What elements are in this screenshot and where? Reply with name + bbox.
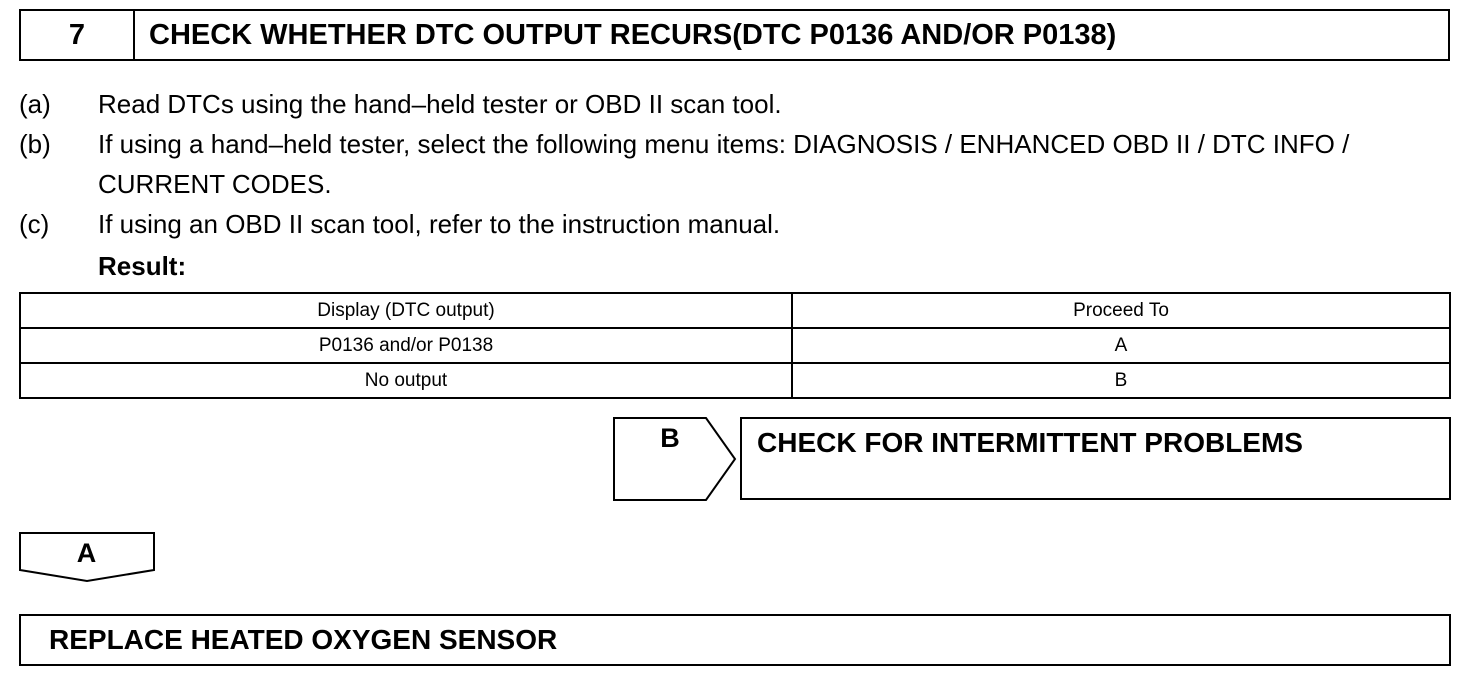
table-header-cell: Display (DTC output) (20, 293, 792, 328)
instruction-list (19, 84, 1459, 244)
branch-a-letter: A (76, 538, 97, 568)
step-number: 7 (21, 11, 135, 59)
table-row (20, 363, 1450, 398)
result-label: Result: (98, 251, 187, 281)
instruction-label: (c) (19, 209, 50, 239)
branch-b-letter: B (660, 423, 680, 453)
instruction-label: (a) (19, 89, 51, 119)
instruction-item-a (19, 84, 1459, 124)
step-header (19, 9, 1450, 61)
instruction-label: (b) (19, 129, 51, 159)
instruction-text: If using an OBD II scan tool, refer to the instruction manual. (98, 209, 781, 239)
instruction-text: If using a hand–held tester, select the following menu items: DIAGNOSIS / ENHANCED OBD II / DTC INFO / CURRENT CODES. (98, 129, 1350, 199)
table-cell: No output (20, 363, 792, 398)
instruction-text: Read DTCs using the hand–held tester or OBD II scan tool. (98, 89, 782, 119)
instruction-item-c (19, 204, 1459, 244)
table-cell: B (792, 363, 1450, 398)
table-row (20, 328, 1450, 363)
table-header-cell: Proceed To (792, 293, 1450, 328)
instruction-item-b (19, 124, 1459, 204)
branch-b-action-box: CHECK FOR INTERMITTENT PROBLEMS (740, 417, 1451, 500)
final-step-box: REPLACE HEATED OXYGEN SENSOR (19, 614, 1451, 666)
table-cell: A (792, 328, 1450, 363)
table-header-row (20, 293, 1450, 328)
table-cell: P0136 and/or P0138 (20, 328, 792, 363)
result-table (19, 292, 1451, 399)
step-title: CHECK WHETHER DTC OUTPUT RECURS(DTC P0136 AND/OR P0138) (149, 18, 1117, 51)
